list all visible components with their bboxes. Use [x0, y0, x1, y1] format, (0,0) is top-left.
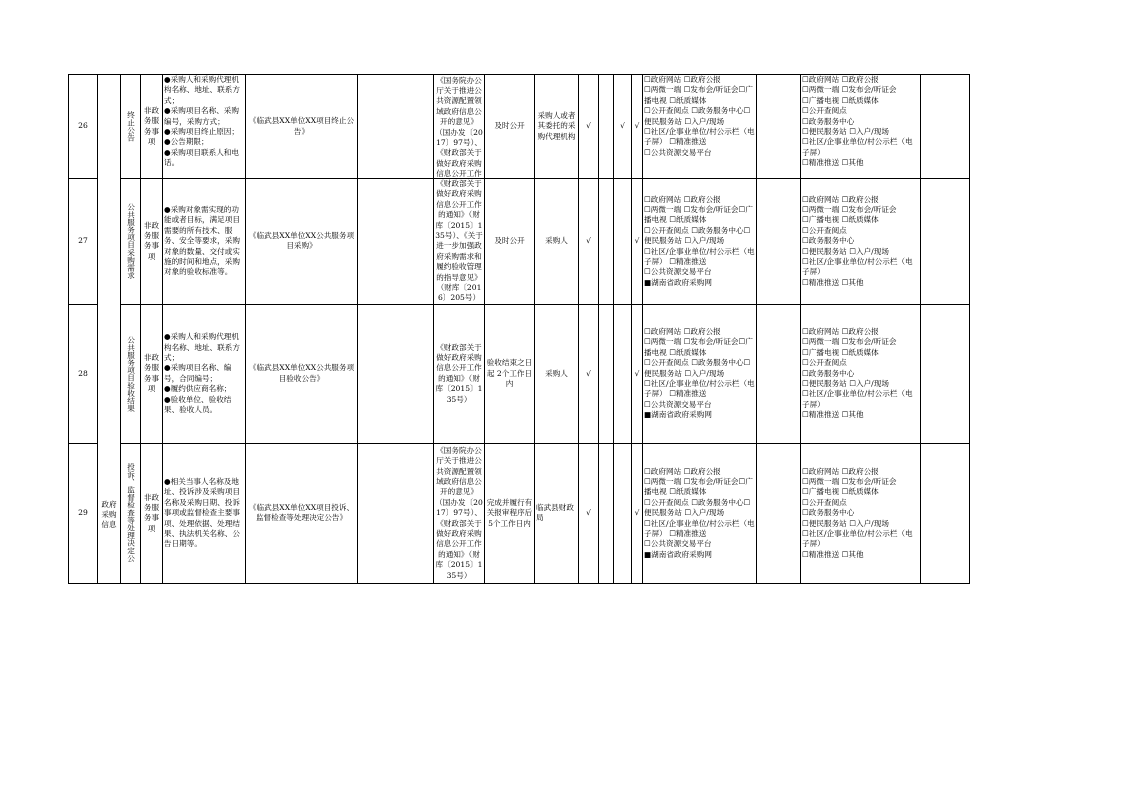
disclosure-channels: ☐政府网站 ☐政府公报 ☐两微一端 ☐发布会/听证会☐广播电视 ☐纸质媒体 ☐公开查阅点 ☐政务服务中心☐便民服务站 ☐入户/现场 ☐社区/企事业单位/村公示栏（电子屏） ☐精准推送 ☐公共资源交易平台 ■湖南省政府采购网	[643, 304, 757, 443]
disclosure-subject: 采购人	[535, 179, 579, 305]
disclosure-content: ●采购人和采购代理机构名称、地址、联系方式； ●采购项目名称、采购编号，采购方式； ●采购项目终止原因； ●公告期限； ●采购项目联系人和电话。	[163, 75, 246, 179]
empty-cell	[599, 179, 614, 305]
check-mark: √	[579, 443, 599, 583]
table-row	[69, 75, 970, 179]
empty-cell	[757, 75, 801, 179]
item-type: 非政务服务事项	[141, 75, 163, 179]
row-number: 29	[69, 443, 98, 583]
empty-cell	[358, 304, 434, 443]
disclosure-methods: ☐政府网站 ☐政府公报 ☐两微一端 ☐发布会/听证会 ☐广播电视 ☐纸质媒体 ☐公开查阅点 ☐政务服务中心 ☐便民服务站 ☐入户/现场 ☐社区/企事业单位/村公示栏（电子屏） ☐精准推送 ☐其他	[801, 304, 921, 443]
disclosure-subject: 采购人	[535, 304, 579, 443]
empty-cell	[757, 304, 801, 443]
empty-cell	[921, 179, 970, 305]
empty-cell	[599, 304, 614, 443]
disclosure-time: 完成并履行有关报审程序后5个工作日内	[485, 443, 535, 583]
empty-cell	[358, 443, 434, 583]
empty-cell	[757, 179, 801, 305]
example-title: 《临武县XX单位XX公共服务项目采购》	[246, 179, 358, 305]
disclosure-content: ●采购人和采购代理机构名称、地址、联系方式； ●采购项目名称、编号，合同编号； ●履约供应商名称； ●验收单位、验收结果、验收人员。	[163, 304, 246, 443]
check-mark: √	[632, 75, 643, 179]
disclosure-channels: ☐政府网站 ☐政府公报 ☐两微一端 ☐发布会/听证会☐广播电视 ☐纸质媒体 ☐公开查阅点 ☐政务服务中心☐便民服务站 ☐入户/现场 ☐社区/企事业单位/村公示栏（电子屏） ☐精准推送 ☐公共资源交易平台	[643, 75, 757, 179]
item-type: 非政务服务事项	[141, 304, 163, 443]
example-title: 《临武县XX单位XX公共服务项目验收公告》	[246, 304, 358, 443]
check-mark: √	[579, 179, 599, 305]
disclosure-table	[68, 74, 970, 584]
item-name: 公共服务项目验收结果	[121, 304, 141, 443]
item-name: 公共服务项目采购需求	[121, 179, 141, 305]
disclosure-content: ●相关当事人名称及地址、投诉涉及采购项目名称及采购日期、投诉事项或监督检查主要事项、处理依据、处理结果、执法机关名称、公告日期等。	[163, 443, 246, 583]
legal-basis: 《国务院办公厅关于推进公共资源配置领域政府信息公开的意见》（国办发〔2017〕97号）、《财政部关于做好政府采购信息公开工作的通知》（财库〔2015〕135号）	[434, 443, 485, 583]
item-name: 投诉、监督检查等处理决定公	[121, 443, 141, 583]
check-mark: √	[614, 75, 632, 179]
legal-basis: 《国务院办公厅关于推进公共资源配置领域政府信息公开的意见》（国办发〔2017〕97号）、《财政部关于做好政府采购信息公开工作	[435, 75, 483, 178]
row-number: 28	[69, 304, 98, 443]
table-row	[69, 304, 970, 443]
empty-cell	[599, 75, 614, 179]
disclosure-time: 验收结束之日起 2个工作日内	[485, 304, 535, 443]
disclosure-subject: 采购人或者其委托的采购代理机构	[535, 75, 579, 179]
legal-basis: 《财政部关于做好政府采购信息公开工作的通知》（财库〔2015〕135号）、《关于进一步加强政府采购需求和履约验收管理的指导意见》（财库〔2016〕205号）	[435, 179, 483, 303]
disclosure-content: ●采购对象需实现的功能或者目标，满足项目需要的所有技术、服务、安全等要求，采购对象的数量、交付或实施的时间和地点，采购对象的验收标准等。	[163, 179, 246, 305]
example-title: 《临武县XX单位XX项目投诉、监督检查等处理决定公告》	[246, 443, 358, 583]
row-number: 26	[69, 75, 98, 179]
check-mark: √	[579, 75, 599, 179]
empty-cell	[757, 443, 801, 583]
empty-cell	[358, 75, 434, 179]
check-mark: √	[632, 443, 643, 583]
empty-cell	[921, 304, 970, 443]
empty-cell	[921, 443, 970, 583]
disclosure-methods: ☐政府网站 ☐政府公报 ☐两微一端 ☐发布会/听证会 ☐广播电视 ☐纸质媒体 ☐公开查阅点 ☐政务服务中心 ☐便民服务站 ☐入户/现场 ☐社区/企事业单位/村公示栏（电子屏） ☐精准推送 ☐其他	[801, 443, 921, 583]
empty-cell	[358, 179, 434, 305]
check-mark: √	[579, 304, 599, 443]
disclosure-time: 及时公开	[485, 75, 535, 179]
check-mark	[614, 179, 632, 305]
disclosure-channels: ☐政府网站 ☐政府公报 ☐两微一端 ☐发布会/听证会☐广播电视 ☐纸质媒体 ☐公开查阅点 ☐政务服务中心☐便民服务站 ☐入户/现场 ☐社区/企事业单位/村公示栏（电子屏） ☐精准推送 ☐公共资源交易平台 ■湖南省政府采购网	[643, 443, 757, 583]
item-type: 非政务服务事项	[141, 443, 163, 583]
check-mark: √	[632, 304, 643, 443]
item-type: 非政务服务事项	[141, 179, 163, 305]
empty-cell	[921, 75, 970, 179]
disclosure-time: 及时公开	[485, 179, 535, 305]
disclosure-channels: ☐政府网站 ☐政府公报 ☐两微一端 ☐发布会/听证会☐广播电视 ☐纸质媒体 ☐公开查阅点 ☐政务服务中心☐便民服务站 ☐入户/现场 ☐社区/企事业单位/村公示栏（电子屏） ☐精准推送 ☐公共资源交易平台 ■湖南省政府采购网	[643, 179, 757, 305]
disclosure-subject: 临武县财政局	[535, 443, 579, 583]
legal-basis: 《财政部关于做好政府采购信息公开工作的通知》（财库〔2015〕135号）	[434, 304, 485, 443]
item-name: 终止公告	[121, 75, 141, 179]
category-cell	[98, 75, 121, 584]
check-mark	[614, 304, 632, 443]
table-row	[69, 179, 970, 305]
disclosure-methods: ☐政府网站 ☐政府公报 ☐两微一端 ☐发布会/听证会 ☐广播电视 ☐纸质媒体 ☐公开查阅点 ☐政务服务中心 ☐便民服务站 ☐入户/现场 ☐社区/企事业单位/村公示栏（电子屏） ☐精准推送 ☐其他	[801, 179, 921, 305]
table-row	[69, 443, 970, 583]
check-mark	[614, 443, 632, 583]
disclosure-methods: ☐政府网站 ☐政府公报 ☐两微一端 ☐发布会/听证会 ☐广播电视 ☐纸质媒体 ☐公开查阅点 ☐政务服务中心 ☐便民服务站 ☐入户/现场 ☐社区/企事业单位/村公示栏（电子屏） ☐精准推送 ☐其他	[801, 75, 921, 179]
empty-cell	[599, 443, 614, 583]
row-number: 27	[69, 179, 98, 305]
check-mark: √	[632, 179, 643, 305]
category-label: 政府采购信息	[101, 499, 117, 530]
example-title: 《临武县XX单位XX项目终止公告》	[246, 75, 358, 179]
